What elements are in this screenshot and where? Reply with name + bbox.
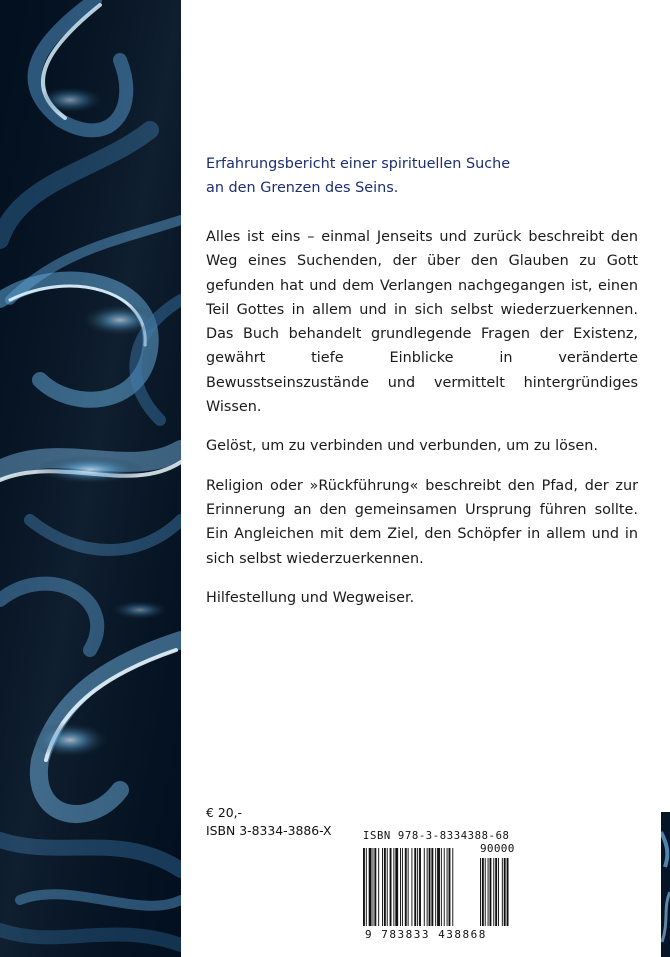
barcode-bar (382, 848, 383, 926)
barcode-addon-bar (488, 858, 489, 926)
barcode-bar (384, 848, 386, 926)
barcode-bar (405, 848, 407, 926)
price: € 20,- (206, 805, 242, 820)
barcode-bar (437, 848, 440, 926)
barcode-addon-bar (495, 858, 497, 926)
description (206, 225, 638, 625)
barcode-bar (431, 848, 433, 926)
barcode (363, 830, 525, 942)
barcode-bar (411, 848, 412, 926)
barcode-addon-bar (485, 858, 486, 926)
barcode-bar (414, 848, 416, 926)
barcode-addon-bar (498, 858, 499, 926)
barcode-bar (424, 848, 425, 926)
barcode-bar (427, 848, 428, 926)
barcode-bar (393, 848, 394, 926)
barcode-bar (447, 848, 448, 926)
tagline (206, 152, 642, 200)
barcode-bar (366, 848, 367, 926)
barcode-bar (444, 848, 445, 926)
barcode-bar (373, 848, 374, 926)
isbn-text: ISBN 3-8334-3886-X (206, 823, 332, 838)
cover-art-edge (661, 812, 670, 957)
tagline-line-1: Erfahrungsbericht einer spirituellen Suche (206, 156, 511, 172)
barcode-digits: 9 783833 438868 (365, 928, 487, 941)
barcode-addon-bar (480, 858, 481, 926)
barcode-isbn-line: ISBN 978-3-8334388-68 (363, 830, 510, 842)
barcode-addon-digits: 90000 (480, 842, 515, 855)
barcode-bar (417, 848, 418, 926)
barcode-bar (449, 848, 451, 926)
barcode-bar (374, 848, 376, 926)
barcode-bars (363, 844, 525, 928)
paragraph-2: Gelöst, um zu verbinden und verbunden, um zu lösen. (206, 438, 598, 455)
cover-art-swirls (0, 0, 181, 957)
barcode-addon-bar (502, 858, 503, 926)
barcode-bar (419, 848, 421, 926)
barcode-bar (408, 848, 409, 926)
paragraph-3: Religion oder »Rückführung« beschreibt den Pfad, der zur Erinnerung an den gemeinsamen Ursprung führen sollte. Ein Angleichen mit dem Ziel, den Schöpfer in allem und in sich selbst wiederzuerkennen. (206, 477, 638, 567)
paragraph-1: Alles ist eins – einmal Jenseits und zurück beschreibt den Weg eines Suchenden, der über den Glauben zu Gott gefunden hat und dem Verlangen nachgegangen ist, einen Teil Gottes in allem und in sich selbst wiederzuerkennen. Das Buch behandelt grundlegende Fragen der Existenz, gewährt tiefe Einblicke in veränderte Bewusstseinszustände und vermittelt hintergründiges Wissen. (206, 229, 638, 416)
barcode-bar (363, 848, 365, 926)
barcode-bar (390, 848, 392, 926)
barcode-addon-bar (482, 858, 484, 926)
barcode-bar (395, 848, 398, 926)
barcode-bar (369, 848, 372, 926)
paragraph-4: Hilfestellung und Wegweiser. (206, 589, 415, 606)
barcode-addon-bar (507, 858, 509, 926)
barcode-bar (400, 848, 401, 926)
barcode-bar (387, 848, 388, 926)
barcode-addon-bar (490, 858, 492, 926)
barcode-bar (441, 848, 442, 926)
barcode-bar (429, 848, 431, 926)
barcode-bar (402, 848, 403, 926)
tagline-line-2: an den Grenzen des Seins. (206, 180, 399, 196)
barcode-addon-bar (493, 858, 494, 926)
barcode-bar (378, 848, 379, 926)
barcode-bar (435, 848, 436, 926)
barcode-bar (452, 848, 453, 926)
barcode-addon-bar (504, 858, 506, 926)
